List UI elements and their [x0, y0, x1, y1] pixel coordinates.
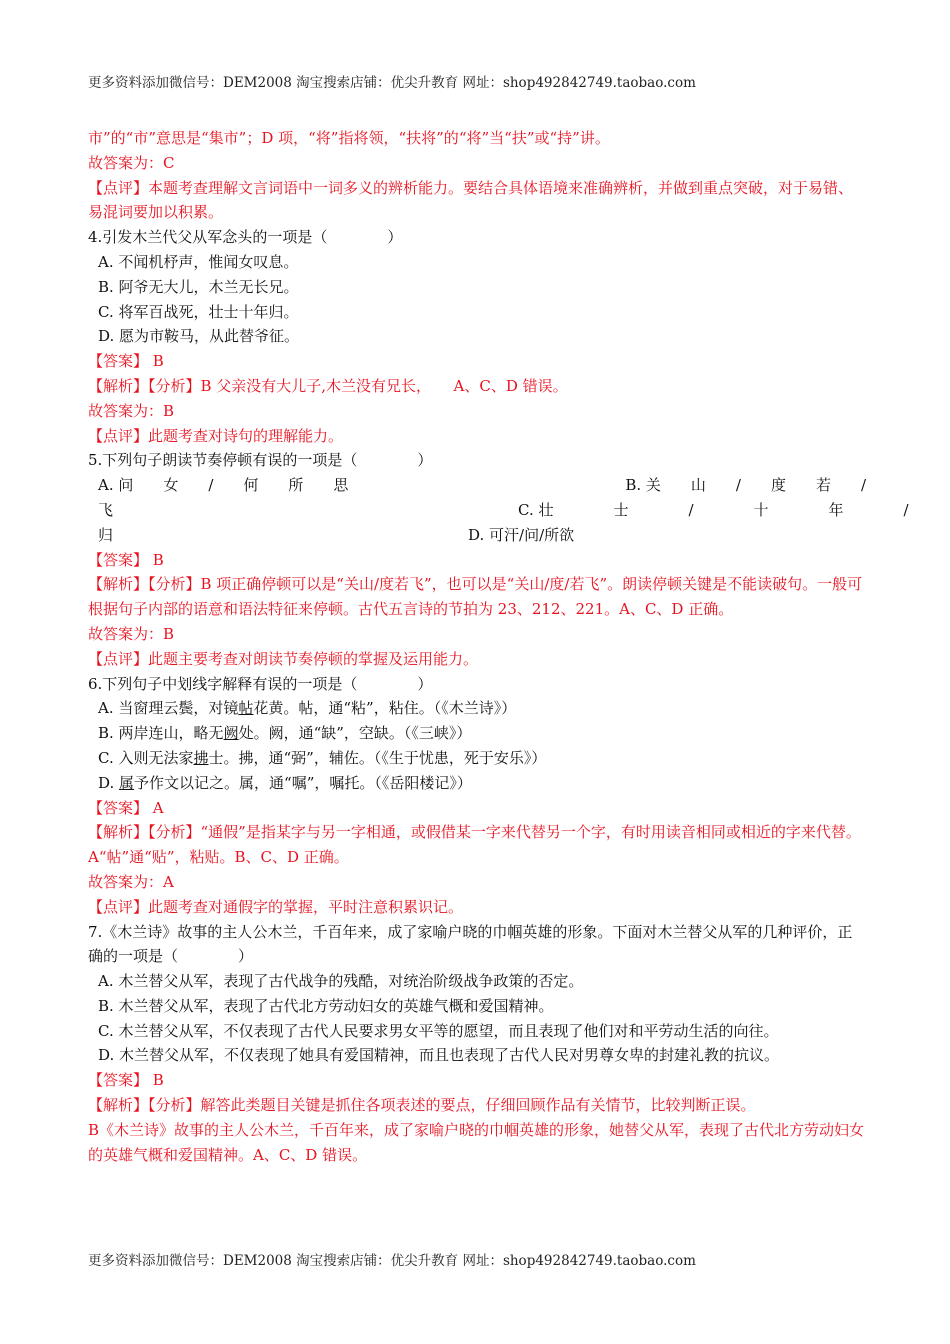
q5-options-row3 [88, 523, 866, 548]
q4-answer: 【答案】 B [88, 352, 164, 371]
q5-options-row2 [88, 498, 909, 523]
q6-option-c-underlined: 拂 [193, 748, 209, 767]
q7-option-a: A. 木兰替父从军，表现了古代战争的残酷，对统治阶级战争政策的否定。 [98, 972, 584, 991]
q5-option-b-tail: 飞 [98, 500, 114, 519]
q5-option-d: D. 可汗/问/所欲 [468, 525, 575, 544]
q6-option-c-pre: C. 入则无法家 [98, 748, 194, 767]
q7-option-d: D. 木兰替父从军，不仅表现了她具有爱国精神，而且也表现了古代人民对男尊女卑的封建礼教的抗议。 [98, 1046, 780, 1065]
q6-explain: A“帖”通“贴”，粘贴。B、C、D 正确。 [88, 848, 349, 867]
q7-analysis: 【解析】【分析】解答此类题目关键是抓住各项表述的要点，仔细回顾作品有关情节，比较判断正误。 [88, 1096, 756, 1115]
q6-final-answer: 故答案为：A [88, 872, 174, 891]
q6-option-b [88, 721, 866, 746]
q6-option-c [88, 746, 866, 771]
q5-option-c: C. 壮 士 / 十 年 / [518, 500, 909, 519]
q7-option-b: B. 木兰替父从军，表现了古代北方劳动妇女的英雄气概和爱国精神。 [98, 996, 554, 1015]
q6-option-d-underlined: 属 [119, 773, 135, 792]
q5-option-a: A. 问 女 / 何 所 思 [98, 476, 349, 495]
page-header: 更多资料添加微信号：DEM2008 淘宝搜索店铺：优尖升教育 网址：shop492842749.taobao.com [88, 75, 696, 91]
page-footer: 更多资料添加微信号：DEM2008 淘宝搜索店铺：优尖升教育 网址：shop492842749.taobao.com [88, 1253, 696, 1269]
q6-option-c-post: 士。拂，通“弼”，辅佐。（《生于忧患，死于安乐》） [208, 748, 547, 767]
q6-option-a-pre: A. 当窗理云鬓，对镜 [98, 699, 239, 718]
q6-option-a-underlined: 帖 [238, 699, 254, 718]
q4-analysis: 【解析】【分析】B 父亲没有大儿子,木兰没有兄长， A、C、D 错误。 [88, 376, 568, 395]
q6-option-b-pre: B. 两岸连山，略无 [98, 724, 224, 743]
q4-option-d: D. 愿为市鞍马，从此替爷征。 [98, 327, 300, 346]
q6-option-b-post: 处。阙，通“缺”，空缺。（《三峡》） [238, 724, 472, 743]
q5-option-b: B. 关 山 / 度 若 / [625, 476, 866, 495]
q7-explain: B《木兰诗》故事的主人公木兰，千百年来，成了家喻户晓的巾帼英雄的形象，她替父从军，表现了古代北方劳动妇女的英雄气概和爱国精神。A、C、D 错误。 [88, 1120, 865, 1164]
q4-option-c: C. 将军百战死，壮士十年归。 [98, 302, 299, 321]
q7-option-c: C. 木兰替父从军，不仅表现了古代人民要求男女平等的愿望，而且表现了他们对和平劳动生活的向往。 [98, 1021, 779, 1040]
q7-answer: 【答案】 B [88, 1071, 164, 1090]
q5-options-row1 [88, 473, 866, 498]
q6-option-d [88, 771, 866, 796]
q3-final-answer: 故答案为：C [88, 153, 175, 172]
q5-option-c-tail: 归 [98, 525, 114, 544]
q6-review: 【点评】此题考查对通假字的掌握，平时注意积累识记。 [88, 897, 464, 916]
q5-analysis: 【解析】【分析】B 项正确停顿可以是“关山/度若飞”，也可以是“关山/度/若飞”。朗读停顿关键是不能读破句。一般可根据句子内部的语意和语法特征来停顿。古代五言诗的节拍为 23、212、221。A、C、D 正确。 [88, 575, 863, 619]
page-content [88, 126, 909, 1167]
q6-option-d-post: 予作文以记之。属，通“嘱”，嘱托。（《岳阳楼记》） [134, 773, 472, 792]
q5-final-answer: 故答案为：B [88, 624, 175, 643]
q6-answer: 【答案】 A [88, 798, 164, 817]
q3-review: 【点评】本题考查理解文言词语中一词多义的辨析能力。要结合具体语境来准确辨析，并做到重点突破，对于易错、易混词要加以积累。 [88, 178, 854, 222]
q6-option-a-post: 花黄。帖，通“粘”，粘住。（《木兰诗》） [253, 699, 517, 718]
q4-stem: 4.引发木兰代父从军念头的一项是（ ） [88, 228, 403, 247]
q3-explain-tail: 市”的“市”意思是“集市”；D 项，“将”指将领，“扶将”的“将”当“扶”或“持”讲。 [88, 129, 610, 147]
q6-analysis: 【解析】【分析】“通假”是指某字与另一字相通，或假借某一字来代替另一个字，有时用读音相同或相近的字来代替。 [88, 823, 861, 842]
q6-stem: 6.下列句子中划线字解释有误的一项是（ ） [88, 674, 433, 693]
q4-option-a: A. 不闻机杼声，惟闻女叹息。 [98, 252, 299, 271]
q7-stem: 7.《木兰诗》故事的主人公木兰，千百年来，成了家喻户晓的巾帼英雄的形象。下面对木兰替父从军的几种评价，正确的一项是（ ） [88, 922, 853, 966]
q4-review: 【点评】此题考查对诗句的理解能力。 [88, 426, 344, 445]
q6-option-d-pre: D. [98, 773, 120, 792]
q6-option-b-underlined: 阙 [223, 724, 239, 743]
q4-option-b: B. 阿爷无大儿，木兰无长兄。 [98, 277, 299, 296]
q6-option-a [88, 696, 866, 721]
q5-review: 【点评】此题主要考查对朗读节奏停顿的掌握及运用能力。 [88, 649, 479, 668]
q5-stem: 5.下列句子朗读节奏停顿有误的一项是（ ） [88, 451, 433, 470]
q4-final-answer: 故答案为：B [88, 401, 175, 420]
q5-answer: 【答案】 B [88, 550, 164, 569]
